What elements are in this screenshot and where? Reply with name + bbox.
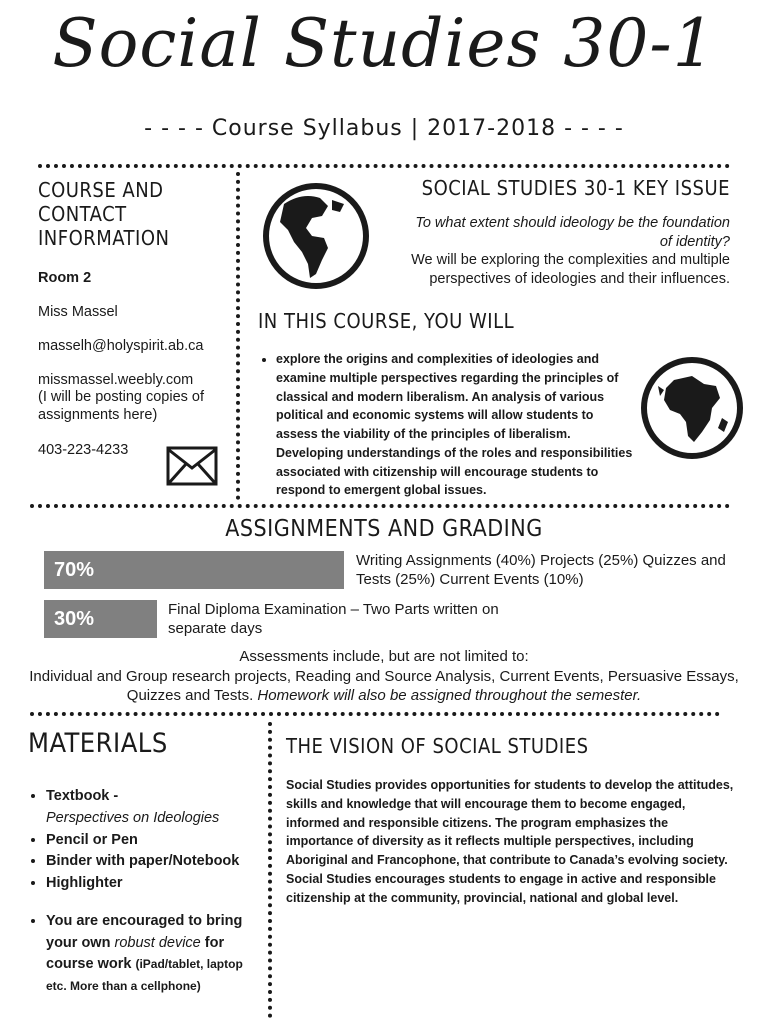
grading-heading: ASSIGNMENTS AND GRADING	[225, 516, 543, 542]
globe-americas-icon	[262, 182, 370, 295]
list-item: • You are encouraged to bring your own robust device for course work (iPad/tablet, laptop etc. More than a cellphone)	[46, 911, 264, 998]
divider-bottom	[30, 712, 720, 716]
assessment-intro: Assessments include, but are not limited to:	[239, 648, 529, 665]
grade-row-1	[44, 551, 744, 591]
vision-text: Social Studies provides opportunities for students to develop the attitudes, skills and knowledge that will encourage them to become engaged, informed and responsible citizens. The program emphasizes the importance of diversity as it reflects multiple perspectives, including Aboriginal and Francophone, that contribute to Canada’s evolving society. Social Studies encourages students to engage in active and responsible citizenship at the community, provincial, national and global level.	[286, 778, 734, 905]
device-note: (iPad/tablet, laptop etc. More than a cellphone)	[46, 957, 243, 993]
page-subtitle: - - - - Course Syllabus | 2017-2018 - - - -	[144, 116, 624, 141]
assessment-list: Individual and Group research projects, Reading and Source Analysis, Current Events, Persuasive Essays, Quizzes and Tests. Homework will also be assigned throughout the semester.	[29, 667, 739, 704]
list-item: • Textbook - Perspectives on Ideologies	[46, 786, 264, 830]
key-issue-heading: SOCIAL STUDIES 30-1 KEY ISSUE	[421, 176, 730, 200]
course-bullets	[258, 350, 638, 500]
grade-description: Final Diploma Examination – Two Parts written on separate days	[168, 601, 499, 637]
list-item: • Pencil or Pen	[46, 830, 264, 852]
assessment-text	[20, 647, 748, 706]
divider-middle	[30, 504, 730, 508]
grade-description: Writing Assignments (40%) Projects (25%) Quizzes and Tests (25%) Current Events (10%)	[356, 552, 726, 588]
vision-heading: THE VISION OF SOCIAL STUDIES	[286, 734, 589, 758]
key-issue-description: We will be exploring the complexities and multiple perspectives of ideologies and their influences.	[411, 252, 730, 287]
grade-bar-30	[44, 600, 157, 638]
globe-africa-icon	[640, 356, 744, 465]
envelope-icon	[166, 446, 218, 491]
course-bullet-item: • explore the origins and complexities of ideologies and examine multiple perspectives regarding the principles of classical and modern liberalism. An analysis of various political and economic systems will allow students to assess the viability of the principles of liberalism. Developing understandings of the roles and responsibilities associated with citizenship will encourage students to respond to emergent global issues.	[276, 350, 638, 500]
materials-list	[28, 786, 264, 998]
phone-number: 403-223-4233	[38, 442, 129, 459]
key-question: To what extent should ideology be the foundation of identity?	[415, 215, 730, 250]
list-item: • Binder with paper/Notebook	[46, 851, 264, 873]
divider-top	[38, 164, 730, 168]
homework-note: Homework will also be assigned throughout the semester.	[257, 687, 642, 704]
page-title: Social Studies 30-1	[52, 5, 716, 82]
teacher-name: Miss Massel	[38, 304, 118, 320]
room: Room 2	[38, 270, 92, 286]
materials-heading: MATERIALS	[28, 728, 168, 759]
grade-bar-70	[44, 551, 344, 589]
divider-vertical-bottom	[268, 722, 272, 1018]
contact-section	[38, 178, 228, 458]
divider-vertical-top	[236, 172, 240, 500]
grade-row-2	[44, 600, 744, 640]
grade-bar-label: 30%	[54, 607, 95, 630]
email-link[interactable]: masselh@holyspirit.ab.ca	[38, 338, 204, 354]
device-emphasis: robust device	[114, 934, 201, 951]
contact-heading: COURSE AND CONTACT INFORMATION	[38, 178, 170, 250]
grade-bar-label: 70%	[54, 558, 95, 581]
textbook-title: Perspectives on Ideologies	[46, 809, 220, 826]
course-heading: IN THIS COURSE, YOU WILL	[258, 309, 515, 333]
list-item: • Highlighter	[46, 873, 264, 895]
website-note: (I will be posting copies of assignments here)	[38, 389, 205, 424]
website-link[interactable]: missmassel.weebly.com	[38, 372, 194, 388]
